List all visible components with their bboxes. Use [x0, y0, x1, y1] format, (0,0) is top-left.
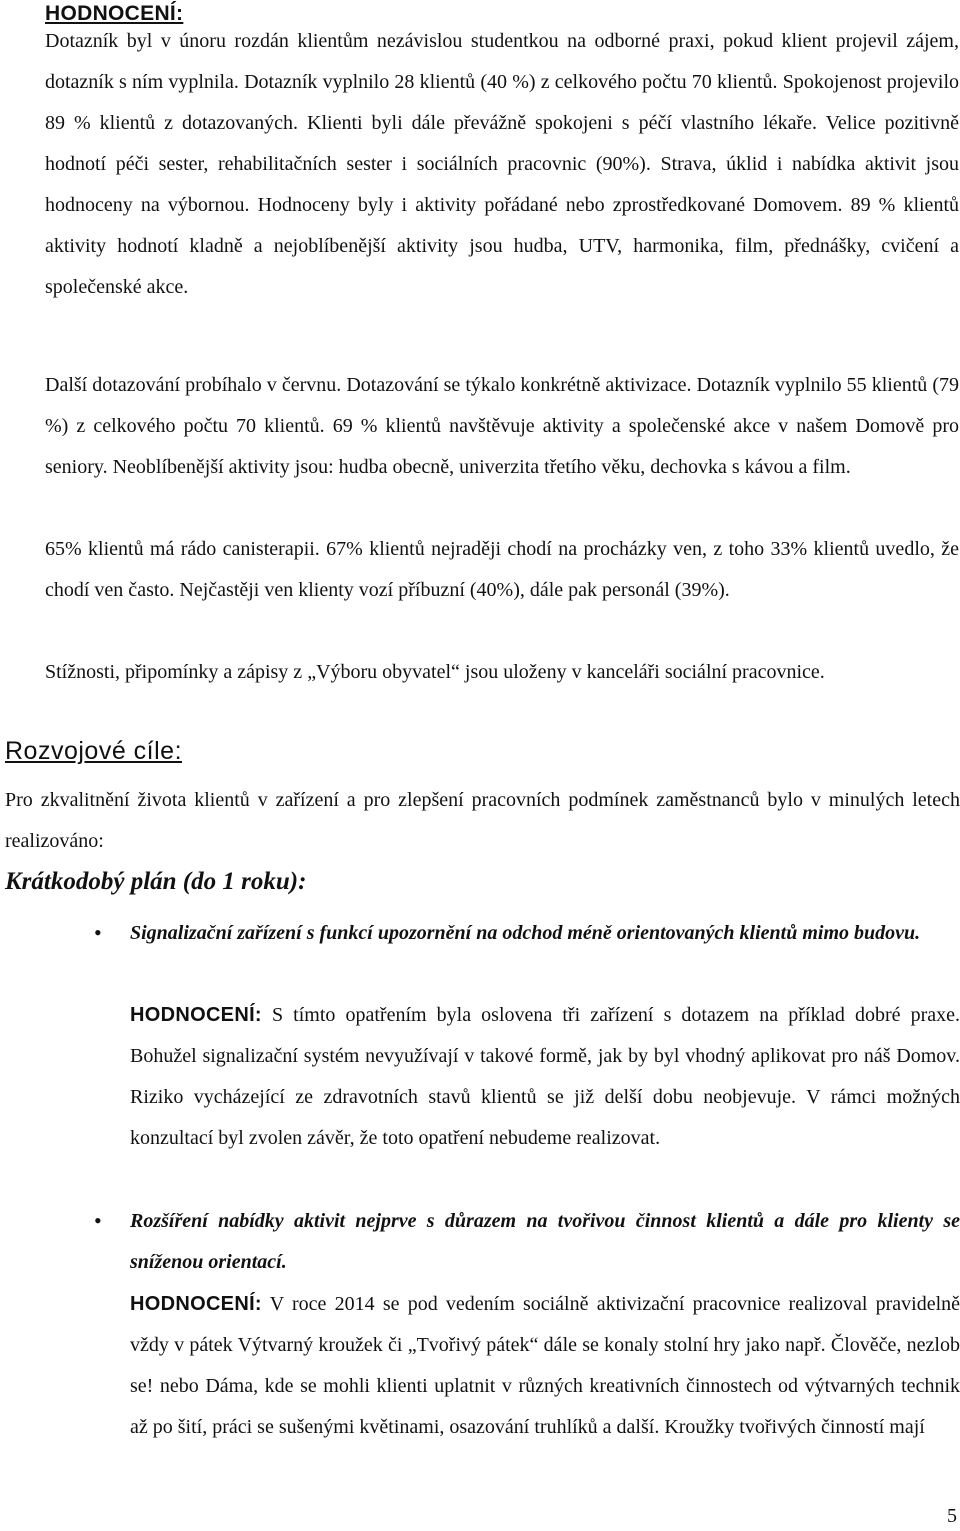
goals-intro-paragraph: Pro zkvalitnění života klientů v zařízení a pro zlepšení pracovních podmínek zaměstnanců bylo v minulých letech realizováno:: [5, 789, 960, 852]
paragraph-complaints: Stížnosti, připomínky a zápisy z „Výboru obyvatel“ jsou uloženy v kanceláři sociální pracovnice.: [45, 661, 825, 683]
development-goals-heading: Rozvojové cíle:: [5, 737, 183, 765]
short-term-plan-heading: Krátkodobý plán (do 1 roku):: [5, 868, 307, 895]
paragraph-survey-february: Dotazník byl v únoru rozdán klientům nezávislou studentkou na odborné praxi, pokud klient projevil zájem, dotazník s ním vyplnila. Dotazník vyplnilo 28 klientů (40 %) z celkového počtu 70 klientů. Spokojenost projevilo 89 % klientů z dotazovaných. Klienti byli dále převážně spokojeni s péčí vlastního lékaře. Velice pozitivně hodnotí péči sester, rehabilitačních sester i sociálních pracovnic (90%). Strava, úklid i nabídka aktivit jsou hodnoceny na výbornou. Hodnoceny byly i aktivity pořádané nebo zprostředkované Domovem. 89 % klientů aktivity hodnotí kladně a nejoblíbenější aktivity jsou hudba, UTV, harmonika, film, přednášky, cvičení a společenské akce.: [45, 30, 959, 298]
bullet-icon: •: [94, 1208, 102, 1233]
paragraph-canistherapy: 65% klientů má rádo canisterapii. 67% klientů nejraději chodí na procházky ven, z toho 33% klientů uvedlo, že chodí ven často. Nejčastěji ven klienty vozí příbuzní (40%), dále pak personál (39%).: [45, 538, 959, 601]
evaluation-heading: HODNOCENÍ:: [45, 2, 184, 25]
evaluation-label: HODNOCENÍ:: [130, 1293, 262, 1315]
plan-item-evaluation: [130, 995, 960, 1159]
paragraph-survey-june: Další dotazování probíhalo v červnu. Dotazování se týkalo konkrétně aktivizace. Dotazník vyplnilo 55 klientů (79 %) z celkového počtu 70 klientů. 69 % klientů navštěvuje aktivity a společenské akce v našem Domově pro seniory. Neoblíbenější aktivity jsou: hudba obecně, univerzita třetího věku, dechovka s kávou a film.: [45, 374, 959, 478]
page-number: 5: [947, 1505, 957, 1527]
plan-item-title: Rozšíření nabídky aktivit nejprve s důrazem na tvořivou činnost klientů a dále pro klienty se sníženou orientací.: [130, 1210, 960, 1273]
plan-item-title: Signalizační zařízení s funkcí upozornění na odchod méně orientovaných klientů mimo budovu.: [130, 922, 921, 944]
evaluation-text: V roce 2014 se pod vedením sociálně aktivizační pracovnice realizoval pravidelně vždy v pátek Výtvarný kroužek či „Tvořivý pátek“ dále se konaly stolní hry jako např. Člověče, nezlob se! nebo Dáma, kde se mohli klienti uplatnit v různých kreativních činnostech od výtvarných technik až po šití, práci se sušenými květinami, osazování truhlíků a další. Kroužky tvořivých činností mají: [130, 1293, 960, 1438]
bullet-icon: •: [94, 920, 102, 945]
evaluation-text: S tímto opatřením byla oslovena tři zařízení s dotazem na příklad dobré praxe. Bohužel signalizační systém nevyužívají v takové formě, jak by byl vhodný aplikovat pro náš Domov. Riziko vycházející ze zdravotních stavů klientů se již delší dobu neobjevuje. V rámci možných konzultací byl zvolen závěr, že toto opatření nebudeme realizovat.: [130, 1004, 960, 1149]
plan-item-evaluation: [130, 1284, 960, 1448]
evaluation-label: HODNOCENÍ:: [130, 1004, 262, 1026]
